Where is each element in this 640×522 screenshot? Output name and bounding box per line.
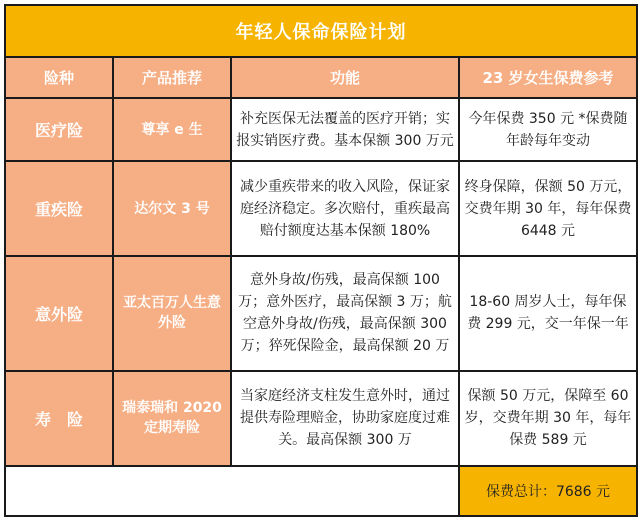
table-title: 年轻人保命保险计划 [5, 5, 637, 57]
row-product: 亚太百万人生意外险 [113, 256, 231, 370]
table-row [5, 371, 637, 467]
row-product: 瑞泰瑞和 2020 定期寿险 [113, 371, 231, 467]
row-product: 达尔文 3 号 [113, 161, 231, 257]
header-row [5, 57, 637, 99]
row-function: 减少重疾带来的收入风险，保证家庭经济稳定。多次赔付，重疾最高赔付额度达基本保额 180% [231, 161, 459, 257]
total-row-spacer [5, 466, 459, 516]
row-cost: 18-60 周岁人士，每年保费 299 元，交一年保一年 [459, 256, 637, 370]
header-type: 险种 [5, 57, 113, 99]
header-cost: 23 岁女生保费参考 [459, 57, 637, 99]
row-function: 补充医保无法覆盖的医疗开销；实报实销医疗费。基本保额 300 万元 [231, 98, 459, 160]
row-function: 意外身故/伤残，最高保额 100 万；意外医疗，最高保额 3 万；航空意外身故/伤残，最高保额 300 万；猝死保险金，最高保额 20 万 [231, 256, 459, 370]
row-type: 医疗险 [5, 98, 113, 160]
row-cost: 终身保障，保额 50 万元，交费年期 30 年，每年保费 6448 元 [459, 161, 637, 257]
table-row [5, 161, 637, 257]
header-function: 功能 [231, 57, 459, 99]
table-row [5, 98, 637, 160]
total-row [5, 466, 637, 516]
row-function: 当家庭经济支柱发生意外时，通过提供寿险理赔金，协助家庭度过难关。最高保额 300 万 [231, 371, 459, 467]
title-row [5, 5, 637, 57]
row-cost: 今年保费 350 元 *保费随年龄每年变动 [459, 98, 637, 160]
row-product: 尊享 e 生 [113, 98, 231, 160]
row-type: 意外险 [5, 256, 113, 370]
row-type: 重疾险 [5, 161, 113, 257]
header-product: 产品推荐 [113, 57, 231, 99]
insurance-plan-table [4, 4, 638, 517]
row-cost: 保额 50 万元，保障至 60 岁，交费年期 30 年，每年保费 589 元 [459, 371, 637, 467]
table-row [5, 256, 637, 370]
total-cost: 保费总计：7686 元 [459, 466, 637, 516]
row-type: 寿 险 [5, 371, 113, 467]
